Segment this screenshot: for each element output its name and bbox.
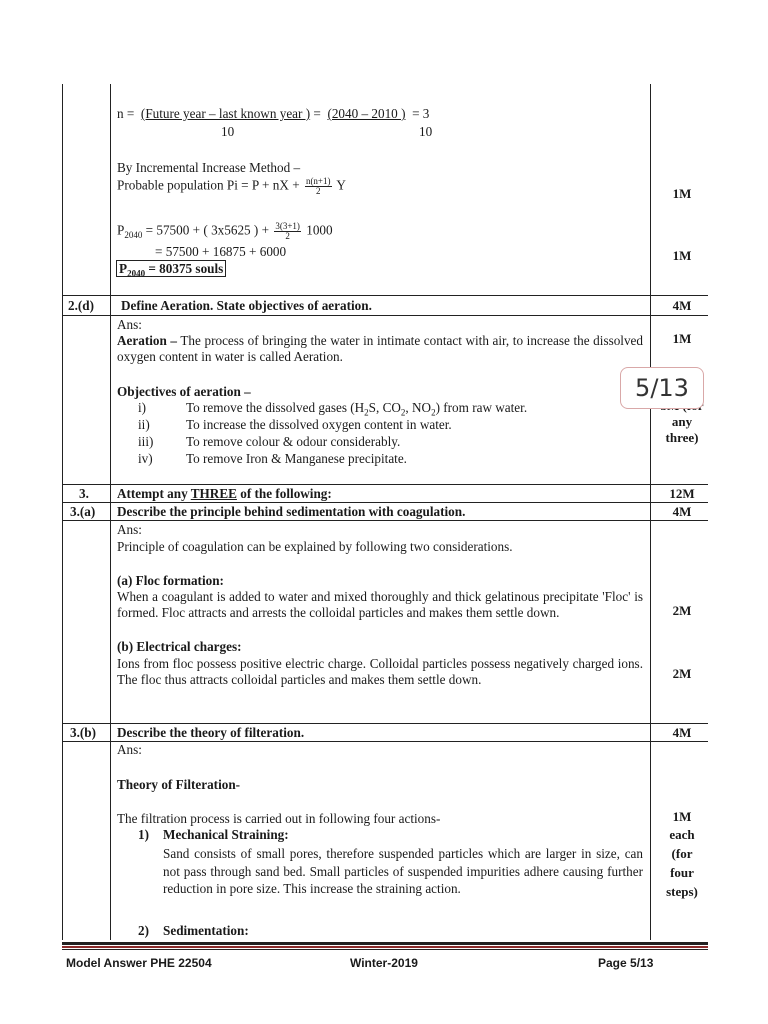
ans-label: Ans: (117, 522, 142, 537)
question-text: Describe the theory of filteration. (117, 725, 305, 740)
question-number: 3.(a) (70, 504, 96, 519)
objective-text: To remove colour & odour considerably. (186, 434, 401, 449)
row-divider (62, 520, 708, 521)
question-marks: 4M (672, 504, 692, 519)
objectives-heading: Objectives of aeration – (117, 384, 251, 399)
marks-cell: 1M (672, 186, 692, 201)
objective-text: To remove Iron & Manganese precipitate. (186, 451, 407, 466)
n-formula-line: n = (Future year – last known year ) = (2040 – 2010 ) = 3 (117, 106, 430, 121)
row-divider (62, 723, 708, 724)
filtration-intro: The filtration process is carried out in following four actions- (117, 811, 441, 826)
question-text: Attempt any THREE of the following: (117, 486, 332, 501)
electrical-charges-heading: (b) Electrical charges: (117, 639, 242, 654)
question-text: Describe the principle behind sedimentation with coagulation. (117, 504, 466, 519)
objective-item: iii) (138, 434, 154, 449)
calc-fraction: $\frac{3(3+1)}{2}$ (275, 221, 300, 241)
question-marks: 4M (672, 298, 692, 313)
step-number: 2) (138, 923, 149, 938)
p2040-sum-line: = 57500 + 16875 + 6000 (155, 244, 287, 259)
ans-label: Ans: (117, 742, 142, 757)
question-number: 2.(d) (68, 298, 95, 313)
objective-item: i) (138, 400, 147, 415)
coagulation-intro: Principle of coagulation can be explained by following two considerations. (117, 539, 513, 554)
step-title: Mechanical Straining: (163, 827, 289, 842)
marks-cell: 1M (672, 331, 692, 346)
ans-label: Ans: (117, 317, 142, 332)
table-divider-marks (650, 84, 651, 940)
p2040-calc-line: $P_{2040} = 57500$ + ( 3x5625 ) + $\frac{3(3+1)}{2}$ 1000 (117, 221, 333, 241)
row-divider (62, 484, 708, 485)
objective-item: ii) (138, 417, 150, 432)
n-denominator: 10 (419, 124, 433, 139)
marks-cell: each (669, 827, 695, 842)
marks-cell: 1M (672, 248, 692, 263)
marks-cell: steps) (666, 884, 698, 899)
footer-title: Model Answer PHE 22504 (66, 956, 212, 970)
marks-cell: 2M (672, 603, 692, 618)
question-number: 3.(b) (70, 725, 97, 740)
row-divider (62, 295, 708, 296)
marks-cell: 2M (672, 666, 692, 681)
footer-session: Winter-2019 (350, 956, 418, 970)
marks-cell: three) (665, 430, 699, 445)
page-indicator-badge: 5/13 (620, 367, 704, 409)
row-divider (62, 502, 708, 503)
step-text: Sand consists of small pores, therefore suspended particles which are larger in size, can not pass through sand bed. Small particles of suspended impurities adhere causing further reduction in pore size. This increase the straining action. (163, 846, 643, 896)
floc-text: When a coagulant is added to water and mixed thoroughly and thick gelatinous precipitate 'Floc' is formed. Floc attracts and arrests the colloidal particles and makes them settle down. (117, 589, 643, 620)
footer-rule-thick (62, 942, 708, 945)
question-text: Define Aeration. State objectives of aeration. (121, 298, 372, 313)
footer-rule-red (62, 946, 708, 948)
floc-heading: (a) Floc formation: (117, 573, 224, 588)
n-denominator: 10 (221, 124, 235, 139)
objective-text: To remove the dissolved gases ($H_2S$, $CO_2$, $NO_2$) from raw water. (186, 400, 528, 418)
footer-rule-thin (62, 949, 708, 950)
electrical-charges-text: Ions from floc possess positive electric charge. Colloidal particles possess negatively charged ions. The floc thus attracts colloidal particles and makes them settle down. (117, 656, 643, 687)
row-divider (62, 315, 708, 316)
row-divider (62, 741, 708, 742)
marks-cell: four (670, 865, 694, 880)
table-border-left (62, 84, 63, 940)
marks-cell: 1M (672, 809, 692, 824)
step-title: Sedimentation: (163, 923, 249, 938)
footer-page-number: Page 5/13 (598, 956, 654, 970)
method-heading: By Incremental Increase Method – (117, 160, 301, 175)
question-number: 3. (79, 486, 89, 501)
aeration-definition: Aeration – The process of bringing the water in intimate contact with air, to increase the dissolved oxygen content in water is called Aeration. (117, 333, 644, 364)
question-marks: 4M (672, 725, 692, 740)
filtration-heading: Theory of Filteration- (117, 777, 241, 792)
objective-item: iv) (138, 451, 153, 466)
formula-fraction: $\frac{n(n+1)}{2}$ (305, 176, 331, 196)
step-number: 1) (138, 827, 149, 842)
question-marks: 12M (669, 486, 695, 501)
marks-cell: (for (671, 846, 693, 861)
p2040-result: $P_{2040} = 80375$ souls (116, 261, 226, 282)
objective-text: To increase the dissolved oxygen content in water. (186, 417, 452, 432)
table-divider-number (110, 84, 111, 940)
probable-population-formula: Probable population Pi = P + nX + $\frac{n(n+1)}{2}$ Y (117, 176, 346, 196)
marks-cell: any (671, 414, 693, 429)
